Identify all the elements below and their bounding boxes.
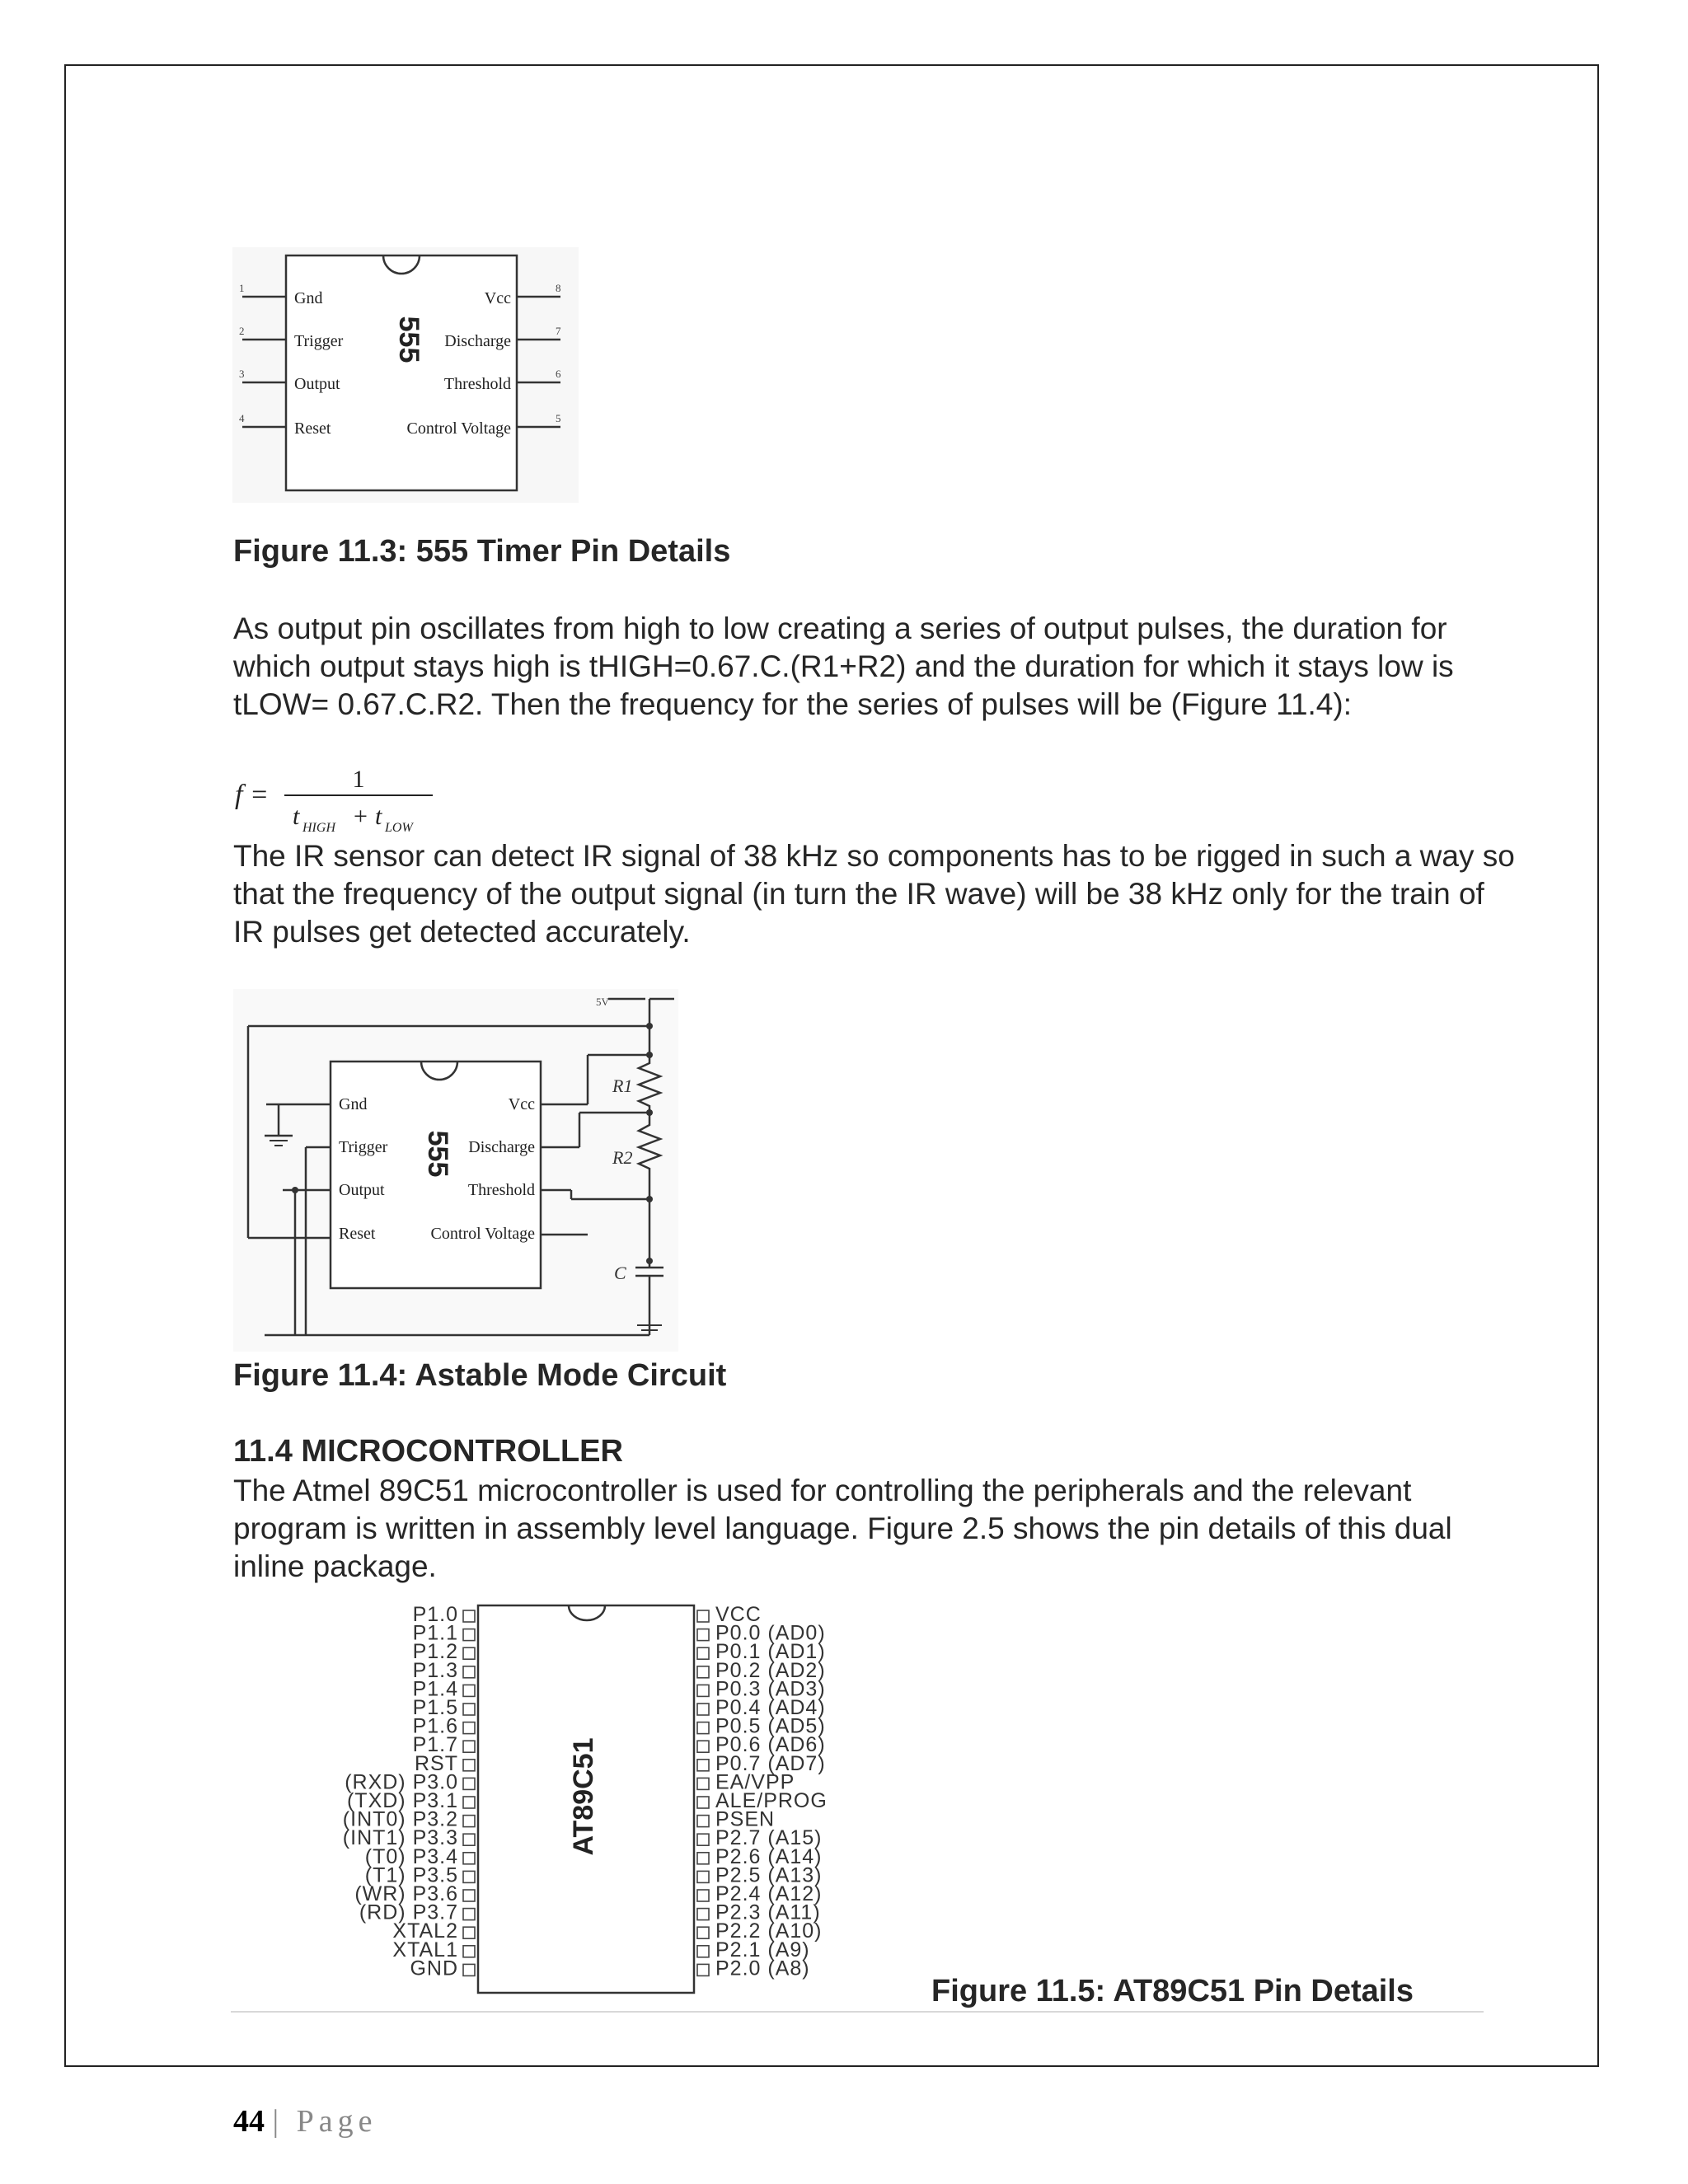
- pin-label-right: EA/VPP: [715, 1770, 795, 1794]
- resistor-r2-label: R2: [612, 1147, 633, 1168]
- pin-pad-left: [463, 1927, 475, 1938]
- astable-pin-gnd: Gnd: [339, 1095, 368, 1113]
- formula-sub-low: LOW: [385, 821, 413, 835]
- astable-pin-trigger: Trigger: [339, 1138, 388, 1156]
- pin-pad-left: [463, 1647, 475, 1659]
- pin-label-left: P1.1: [412, 1621, 458, 1645]
- figure-at89c51-pinout: [231, 1599, 940, 2003]
- pin-pad-left: [463, 1778, 475, 1789]
- pin-label-left: P1.3: [412, 1658, 458, 1682]
- paragraph-timing: As output pin oscillates from high to low creating a series of output pulses, the duration for which output stays high is tHIGH=0.67.C.(R1+R2) and the duration for which it stays low is tLOW= 0.67.C.R2. Then the frequency for the series of pulses will be (Figure 11.4):: [233, 612, 1454, 721]
- pin-label-right: P0.2 (AD2): [715, 1658, 826, 1682]
- pin-label-right: P0.4 (AD4): [715, 1696, 826, 1719]
- pin-pad-right: [697, 1853, 709, 1864]
- pin-num-1: 1: [239, 282, 245, 294]
- pin-label-right: P2.4 (A12): [715, 1882, 823, 1905]
- pin-label-right: VCC: [715, 1603, 762, 1626]
- pin-pad-right: [697, 1778, 709, 1789]
- pin-label-left: (T1) P3.5: [364, 1863, 458, 1887]
- pin-num-7: 7: [556, 325, 561, 337]
- pin-label-reset: Reset: [294, 419, 331, 438]
- pin-pad-right: [697, 1666, 709, 1678]
- astable-chip-label-555: 555: [422, 1130, 454, 1178]
- pin-pad-right: [697, 1722, 709, 1734]
- figure-astable-circuit: [233, 989, 678, 1352]
- figure-11-5-caption: Figure 11.5: AT89C51 Pin Details: [931, 1974, 1414, 2008]
- formula-t-low: t: [375, 803, 382, 830]
- page-footer: [233, 2103, 377, 2139]
- pin-pad-right: [697, 1647, 709, 1659]
- capacitor-c-label: C: [614, 1263, 626, 1283]
- resistor-r1-label: R1: [612, 1076, 633, 1096]
- pin-pad-left: [463, 1666, 475, 1678]
- astable-pin-discharge: Discharge: [468, 1138, 535, 1156]
- formula-numerator: 1: [352, 766, 365, 793]
- pin-label-left: P1.6: [412, 1714, 458, 1738]
- astable-pin-vcc: Vcc: [508, 1095, 535, 1113]
- pin-pad-left: [463, 1890, 475, 1901]
- pin-pad-right: [697, 1760, 709, 1771]
- pin-pad-right: [697, 1909, 709, 1920]
- pin-label-left: P1.2: [412, 1640, 458, 1664]
- pin-pad-left: [463, 1909, 475, 1920]
- supply-5v-label: 5V: [596, 996, 609, 1008]
- pin-num-2: 2: [239, 325, 245, 337]
- pin-pad-right: [697, 1890, 709, 1901]
- formula-sub-high: HIGH: [302, 821, 335, 835]
- pin-label-right: P2.2 (A10): [715, 1919, 823, 1943]
- pin-pad-right: [697, 1797, 709, 1808]
- pin-label-right: P0.1 (AD1): [715, 1640, 826, 1664]
- pin-num-5: 5: [556, 412, 561, 424]
- pin-pad-left: [463, 1685, 475, 1696]
- pin-label-gnd: Gnd: [294, 289, 323, 307]
- page-label: | Page: [272, 2104, 377, 2139]
- chip-label-555: 555: [393, 316, 425, 363]
- pin-pad-left: [463, 1871, 475, 1882]
- astable-pin-control-voltage: Control Voltage: [430, 1225, 535, 1243]
- pin-label-right: P0.0 (AD0): [715, 1621, 826, 1645]
- astable-pin-threshold: Threshold: [467, 1181, 535, 1199]
- pin-pad-left: [463, 1797, 475, 1808]
- pin-pad-right: [697, 1946, 709, 1957]
- pin-label-left: (RD) P3.7: [359, 1900, 458, 1924]
- astable-pin-output: Output: [339, 1181, 385, 1199]
- pin-pad-left: [463, 1964, 475, 1975]
- pin-label-right: P2.5 (A13): [715, 1863, 823, 1887]
- pin-label-right: P2.3 (A11): [715, 1900, 821, 1924]
- page-number: 44: [233, 2104, 265, 2139]
- pin-label-left: (INT1) P3.3: [342, 1826, 458, 1850]
- pin-label-discharge: Discharge: [444, 332, 511, 350]
- pin-pad-right: [697, 1871, 709, 1882]
- pin-label-left: GND: [410, 1957, 458, 1980]
- footer-divider: [231, 2011, 1484, 2013]
- pin-label-right: P2.6 (A14): [715, 1844, 823, 1868]
- pin-pad-right: [697, 1741, 709, 1752]
- pin-pad-right: [697, 1610, 709, 1622]
- pin-label-right: P2.7 (A15): [715, 1826, 823, 1850]
- pin-label-right: P0.7 (AD7): [715, 1751, 826, 1775]
- pin-pad-right: [697, 1685, 709, 1696]
- pin-num-4: 4: [239, 412, 245, 424]
- formula-t-high: t: [293, 803, 300, 830]
- pin-label-right: P0.3 (AD3): [715, 1677, 826, 1701]
- pin-pad-left: [463, 1853, 475, 1864]
- pin-label-left: P1.0: [412, 1603, 458, 1626]
- pin-num-6: 6: [556, 368, 561, 380]
- chip-label-at89c51: AT89C51: [567, 1737, 599, 1856]
- pin-pad-right: [697, 1704, 709, 1715]
- pin-num-8: 8: [556, 282, 561, 294]
- pin-pad-right: [697, 1629, 709, 1641]
- formula-plus: +: [354, 803, 368, 830]
- pin-pad-left: [463, 1741, 475, 1752]
- astable-pin-reset: Reset: [339, 1225, 376, 1243]
- pin-label-left: (WR) P3.6: [354, 1882, 458, 1905]
- pin-pad-right: [697, 1964, 709, 1975]
- pin-label-left: P1.7: [412, 1733, 458, 1757]
- pin-pad-right: [697, 1927, 709, 1938]
- pin-label-right: P2.0 (A8): [715, 1957, 810, 1980]
- pin-label-right: P0.5 (AD5): [715, 1714, 826, 1738]
- paragraph-microcontroller: The Atmel 89C51 microcontroller is used for controlling the peripherals and the relevant program is written in assembly level language. Figure 2.5 shows the pin details of this dual inline package.: [233, 1474, 1452, 1583]
- pin-label-left: P1.5: [412, 1696, 458, 1719]
- frequency-formula: [233, 762, 448, 837]
- pin-label-left: XTAL2: [392, 1919, 458, 1943]
- pin-label-left: (INT0) P3.2: [342, 1807, 458, 1831]
- pin-label-left: (RXD) P3.0: [345, 1770, 458, 1794]
- pin-num-3: 3: [239, 368, 245, 380]
- pin-pad-left: [463, 1760, 475, 1771]
- paragraph-ir-sensor: The IR sensor can detect IR signal of 38 kHz so components has to be rigged in such a way so that the frequency of the output signal (in turn the IR wave) will be 38 kHz only for the train of IR pulses get detected accurately.: [233, 839, 1515, 949]
- formula-lhs: f =: [235, 780, 269, 810]
- pin-pad-left: [463, 1629, 475, 1641]
- pin-pad-left: [463, 1704, 475, 1715]
- pin-pad-left: [463, 1946, 475, 1957]
- pin-pad-right: [697, 1816, 709, 1827]
- pin-label-trigger: Trigger: [294, 332, 344, 350]
- pin-label-right: ALE/PROG: [715, 1789, 828, 1812]
- pin-pad-left: [463, 1816, 475, 1827]
- pin-label-left: P1.4: [412, 1677, 458, 1701]
- pin-label-left: (TXD) P3.1: [346, 1789, 458, 1812]
- pin-label-left: RST: [415, 1751, 458, 1775]
- pin-label-right: PSEN: [715, 1807, 776, 1831]
- figure-555-pin-diagram: [232, 247, 579, 503]
- figure-11-3-caption: Figure 11.3: 555 Timer Pin Details: [233, 534, 731, 569]
- pin-label-control-voltage: Control Voltage: [406, 419, 511, 438]
- pin-pad-left: [463, 1610, 475, 1622]
- pin-label-left: XTAL1: [392, 1938, 458, 1961]
- pin-label-right: P0.6 (AD6): [715, 1733, 826, 1757]
- pin-pad-left: [463, 1722, 475, 1734]
- pin-label-vcc: Vcc: [484, 289, 511, 307]
- figure-11-4-caption: Figure 11.4: Astable Mode Circuit: [233, 1358, 727, 1393]
- pin-label-output: Output: [294, 375, 340, 393]
- pin-pad-right: [697, 1834, 709, 1845]
- pin-label-right: P2.1 (A9): [715, 1938, 810, 1961]
- pin-pad-left: [463, 1834, 475, 1845]
- pin-label-left: (T0) P3.4: [364, 1844, 458, 1868]
- section-heading: 11.4 MICROCONTROLLER: [233, 1434, 623, 1469]
- pin-label-threshold: Threshold: [443, 375, 511, 393]
